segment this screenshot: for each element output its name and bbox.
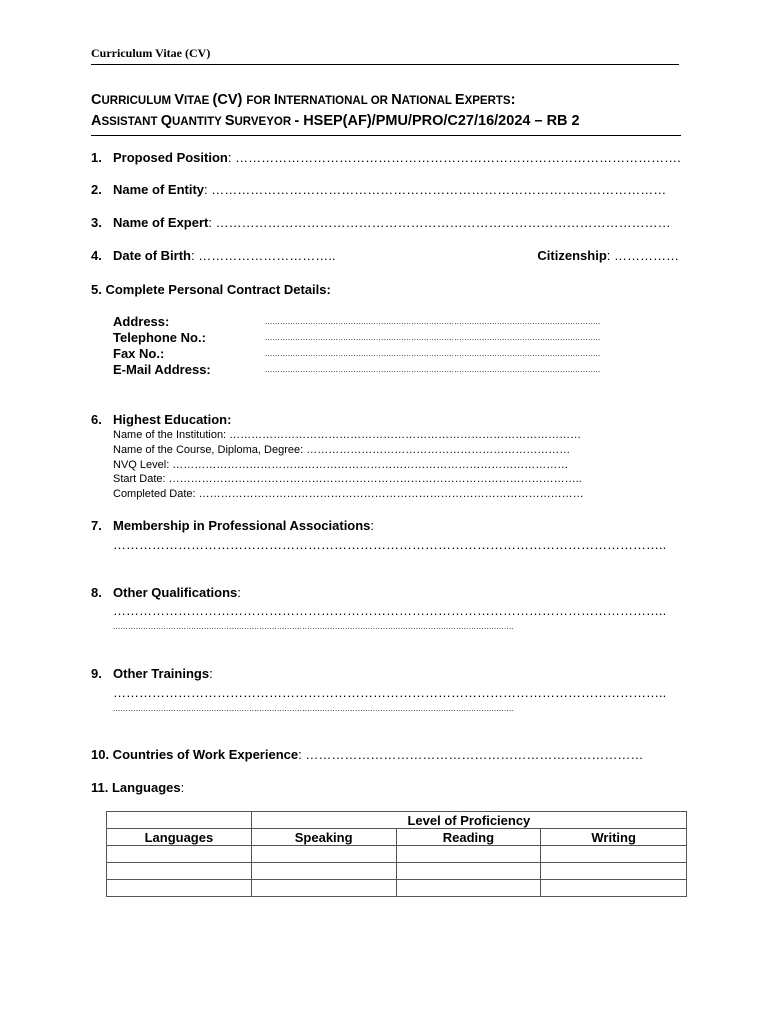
table-row — [107, 846, 687, 863]
fill-in-dots[interactable]: ..................................................................................................................................... — [265, 365, 601, 374]
table-cell[interactable] — [541, 863, 687, 880]
field-number: 6. — [91, 412, 102, 427]
education-nvq-level[interactable]: NVQ Level: ……………………………………………………………………………………………… — [113, 459, 569, 471]
fill-in-dots[interactable]: …………………………………………………………………………………………… — [215, 215, 671, 230]
section-personal-contact — [91, 282, 681, 297]
fill-in-dots[interactable]: …………… — [614, 248, 679, 263]
fill-in-dots[interactable]: ............................................................................................................................................................... — [113, 622, 515, 631]
table-row — [107, 863, 687, 880]
table-cell[interactable] — [396, 846, 541, 863]
field-name-of-entity: 2. Name of Entity: …………………………………………………………………………………………… — [91, 182, 667, 197]
section-highest-education — [91, 412, 681, 427]
table-cell[interactable] — [396, 880, 541, 897]
section-languages: 11. Languages: — [91, 780, 185, 795]
section-membership: 7. Membership in Professional Associations: — [91, 518, 375, 533]
section-countries-work-experience: 10. Countries of Work Experience: …………………………………………………………………… — [91, 747, 644, 762]
field-number: 7. — [91, 518, 102, 533]
column-header-writing: Writing — [541, 829, 687, 846]
running-header: Curriculum Vitae (CV) — [91, 46, 679, 65]
section-other-trainings: 9. Other Trainings: — [91, 666, 213, 681]
table-cell[interactable] — [251, 846, 396, 863]
field-label: Proposed Position — [113, 150, 228, 165]
field-number: 9. — [91, 666, 102, 681]
section-heading: Other Qualifications — [113, 585, 238, 600]
field-number: 4. — [91, 248, 102, 263]
section-heading: 10. Countries of Work Experience — [91, 747, 299, 762]
fill-in-dots[interactable]: ..................................................................................................................................... — [265, 349, 601, 358]
section-heading: 5. Complete Personal Contract Details: — [91, 282, 331, 297]
education-start-date[interactable]: Start Date: ………………………………………………………………………………………………….. — [113, 473, 582, 485]
table-cell[interactable] — [107, 863, 252, 880]
contact-label: Fax No.: — [113, 346, 165, 361]
education-institution[interactable]: Name of the Institution: …………………………………………………………………………………… — [113, 429, 582, 441]
field-number: 8. — [91, 585, 102, 600]
contact-row-telephone — [113, 330, 683, 346]
fill-in-dots[interactable]: ………………………….. — [198, 248, 336, 263]
table-row — [107, 880, 687, 897]
field-label: Citizenship — [537, 248, 607, 263]
fill-in-dots[interactable]: …………………………………………………………………… — [305, 747, 644, 762]
table-cell[interactable] — [541, 880, 687, 897]
section-heading: Highest Education: — [113, 412, 232, 427]
field-label: Date of Birth — [113, 248, 191, 263]
title-line-2: ASSISTANT QUANTITY SURVEYOR - HSEP(AF)/PMU/PRO/C27/16/2024 – RB 2 — [91, 113, 580, 129]
fill-in-dots[interactable]: ..................................................................................................................................... — [265, 317, 601, 326]
field-number: 1. — [91, 150, 102, 165]
contact-row-fax — [113, 346, 683, 362]
contact-label: Address: — [113, 314, 170, 329]
education-course[interactable]: Name of the Course, Diploma, Degree: ……………………………………………………………… — [113, 444, 571, 456]
field-number: 2. — [91, 182, 102, 197]
field-number: 3. — [91, 215, 102, 230]
contact-row-address — [113, 314, 683, 330]
fill-in-dots[interactable]: …………………………………………………………………………………………… — [211, 182, 667, 197]
section-heading: 11. Languages — [91, 780, 181, 795]
column-header-languages: Languages — [107, 829, 252, 846]
fill-in-dots[interactable]: …………………………………………………………………………………………. — [235, 150, 681, 165]
languages-table — [106, 811, 687, 897]
field-name-of-expert: 3. Name of Expert: …………………………………………………………………………………………… — [91, 215, 671, 230]
document-title — [91, 90, 681, 136]
contact-row-email — [113, 362, 683, 378]
fill-in-dots[interactable]: ……………………………………………………………………………………………………………….. — [113, 603, 667, 618]
field-proposed-position: 1. Proposed Position: …………………………………………………………………………………………. — [91, 150, 681, 165]
table-cell — [107, 812, 252, 829]
section-heading: Membership in Professional Associations — [113, 518, 371, 533]
field-date-of-birth: 4. Date of Birth: ………………………….. Citizenship: …………… — [91, 248, 679, 263]
section-other-qualifications: 8. Other Qualifications: — [91, 585, 241, 600]
field-label: Name of Entity — [113, 182, 205, 197]
fill-in-dots[interactable]: ..................................................................................................................................... — [265, 333, 601, 342]
table-cell[interactable] — [107, 880, 252, 897]
fill-in-dots[interactable]: ……………………………………………………………………………………………………………….. — [113, 685, 667, 700]
table-cell[interactable] — [541, 846, 687, 863]
contact-label: E-Mail Address: — [113, 362, 211, 377]
fill-in-dots[interactable]: ……………………………………………………………………………………………………………….. — [113, 537, 667, 552]
field-citizenship: Citizenship: …………… — [537, 248, 679, 263]
table-cell[interactable] — [251, 880, 396, 897]
fill-in-dots[interactable]: ............................................................................................................................................................... — [113, 704, 515, 713]
contact-label: Telephone No.: — [113, 330, 206, 345]
field-label: Name of Expert — [113, 215, 209, 230]
section-heading: Other Trainings — [113, 666, 210, 681]
title-line-1: CURRICULUM VITAE (CV) FOR INTERNATIONAL OR NATIONAL EXPERTS: — [91, 92, 516, 108]
level-of-proficiency-header: Level of Proficiency — [251, 812, 686, 829]
column-header-reading: Reading — [396, 829, 541, 846]
education-completed-date[interactable]: Completed Date: …………………………………………………………………………………………… — [113, 488, 584, 500]
table-cell[interactable] — [107, 846, 252, 863]
contact-details — [113, 314, 683, 378]
column-header-speaking: Speaking — [251, 829, 396, 846]
table-cell[interactable] — [251, 863, 396, 880]
table-cell[interactable] — [396, 863, 541, 880]
